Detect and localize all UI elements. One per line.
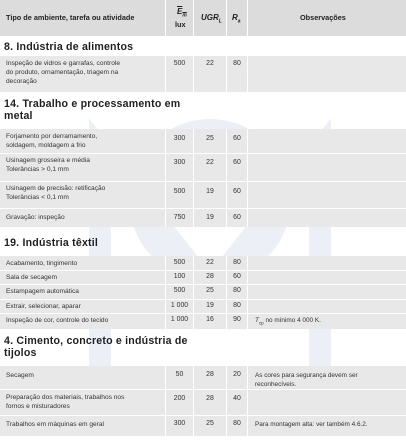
header-task: Tipo de ambiente, tarefa ou atividade: [6, 13, 135, 22]
section-title: 14. Trabalho e processamento em metal: [4, 98, 181, 122]
header-divider: [226, 0, 227, 36]
header-ra: $R_a$: [232, 13, 241, 25]
row-em: 50: [175, 371, 184, 378]
row-task: Acabamento, tingimento: [6, 260, 78, 267]
header-divider: [165, 0, 166, 36]
row-ra: 20: [233, 371, 241, 378]
row-em: 500: [173, 60, 186, 67]
section-title: 8. Indústria de alimentos: [4, 41, 134, 53]
row-ra: 90: [233, 316, 241, 323]
header-divider: [247, 0, 248, 36]
row-em: 300: [173, 420, 186, 427]
row-task: Sala de secagem: [6, 274, 57, 281]
row-em: 200: [173, 395, 186, 402]
row-em: 750: [173, 214, 186, 221]
row-ugr: 28: [206, 273, 214, 280]
row-ugr: 19: [206, 214, 214, 221]
row-ra: 60: [233, 135, 241, 142]
row-ugr: 16: [206, 316, 214, 323]
row-ra: 40: [233, 395, 241, 402]
row-em: 1 000: [170, 302, 189, 309]
row-ra: 80: [233, 60, 241, 67]
row-task: Extrair, selecionar, aparar: [6, 303, 81, 310]
row-ra: 60: [233, 214, 241, 221]
row-task: Estampagem automática: [6, 288, 79, 295]
row-ugr: 22: [206, 259, 214, 266]
row-task: Usinagem grosseira e média Tolerâncias > 0,1 mm: [6, 157, 90, 174]
row-task: Trabalhos em máquinas em geral: [6, 421, 104, 428]
row-em: 100: [173, 273, 186, 280]
row-ugr: 22: [206, 159, 214, 166]
table-header: [0, 0, 406, 36]
section-title: 19. Indústria têxtil: [4, 237, 99, 249]
row-ugr: 25: [206, 287, 214, 294]
row-ra: 80: [233, 302, 241, 309]
row-task: Gravação: inspeção: [6, 214, 65, 221]
row-ra: 80: [233, 287, 241, 294]
row-ugr: 25: [206, 420, 214, 427]
row-ra: 60: [233, 159, 241, 166]
row-em: 1 000: [170, 316, 189, 323]
row-observation: As cores para segurança devem ser reconhecíveis.: [255, 372, 358, 389]
table-rows-group: [0, 129, 406, 227]
row-task: Preparação dos materiais, trabalhos nos fornos e misturadores: [6, 394, 125, 411]
header-em: $E_m$: [177, 7, 187, 19]
row-ra: 60: [233, 273, 241, 280]
row-em: 300: [173, 135, 186, 142]
row-ugr: 19: [206, 302, 214, 309]
row-ugr: 28: [206, 395, 214, 402]
row-ugr: 19: [206, 188, 214, 195]
row-task: Secagem: [6, 372, 34, 379]
table-row: [0, 56, 406, 92]
row-task: Forjamento por derramamento, soldagem, moldagem a frio: [6, 133, 98, 150]
row-task: Inspeção de vidros e garrafas, controle do produto, ornamentação, triagem na decoração: [6, 60, 120, 86]
row-ra: 80: [233, 420, 241, 427]
row-task: Usinagem de precisão: retificação Tolerâncias < 0,1 mm: [6, 185, 106, 202]
row-ra: 60: [233, 188, 241, 195]
row-em: 500: [173, 188, 186, 195]
row-ugr: 22: [206, 60, 214, 67]
row-em: 500: [173, 259, 186, 266]
header-divider: [193, 0, 194, 36]
section-title: 4. Cimento, concreto e indústria de tijolos: [4, 335, 188, 359]
table-rows-group: [0, 366, 406, 436]
header-ugr: $UGR_L$: [201, 13, 222, 25]
row-ra: 80: [233, 259, 241, 266]
header-em-unit: lux: [175, 20, 186, 29]
row-observation: Para montagem alta: ver também 4.6.2.: [255, 421, 368, 428]
row-ugr: 25: [206, 135, 214, 142]
header-observacoes: Observações: [300, 13, 346, 22]
row-ugr: 28: [206, 371, 214, 378]
row-task: Inspeção de cor, controle do tecido: [6, 317, 109, 324]
row-em: 300: [173, 159, 186, 166]
row-observation: $T_{cp}$ no mínimo 4 000 K.: [255, 317, 321, 326]
table-rows-group: [0, 256, 406, 329]
row-em: 500: [173, 287, 186, 294]
